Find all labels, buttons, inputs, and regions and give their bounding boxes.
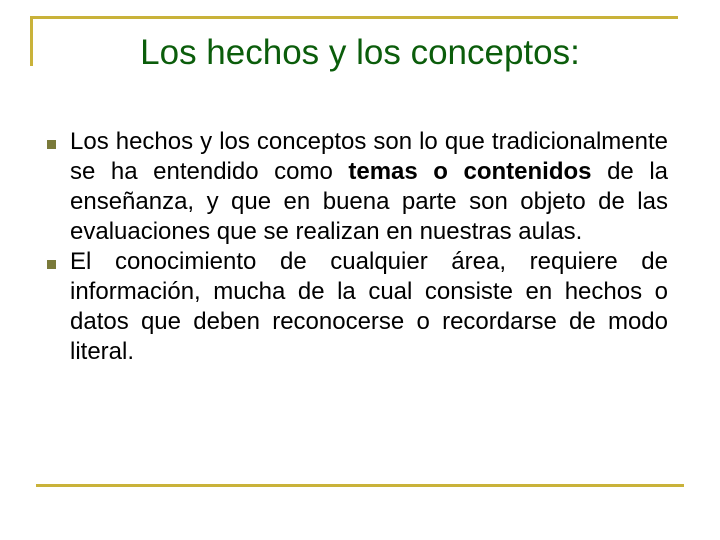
bullet-2-text: El conocimiento de cualquier área, requiere de información, mucha de la cual consiste en hechos o datos que deben reconocerse o recordarse de modo literal.	[70, 248, 668, 365]
frame-bottom-line	[36, 484, 684, 487]
square-bullet-icon	[47, 260, 56, 269]
frame-top-line	[30, 16, 678, 19]
bullet-item-1	[36, 127, 668, 247]
square-bullet-icon	[47, 140, 56, 149]
slide-title: Los hechos y los conceptos:	[140, 33, 580, 72]
bullet-1-text-end: de la enseñanza, y que en buena parte son objeto de las evaluaciones que se realizan en nuestras aulas.	[70, 158, 668, 245]
bullet-1-bold-phrase: temas o contenidos	[348, 158, 592, 185]
bullet-1-text-start: Los hechos y los conceptos son lo que tradicionalmente se ha entendido como	[70, 128, 668, 185]
bullet-item-2	[36, 247, 668, 367]
bullet-list	[36, 127, 668, 367]
